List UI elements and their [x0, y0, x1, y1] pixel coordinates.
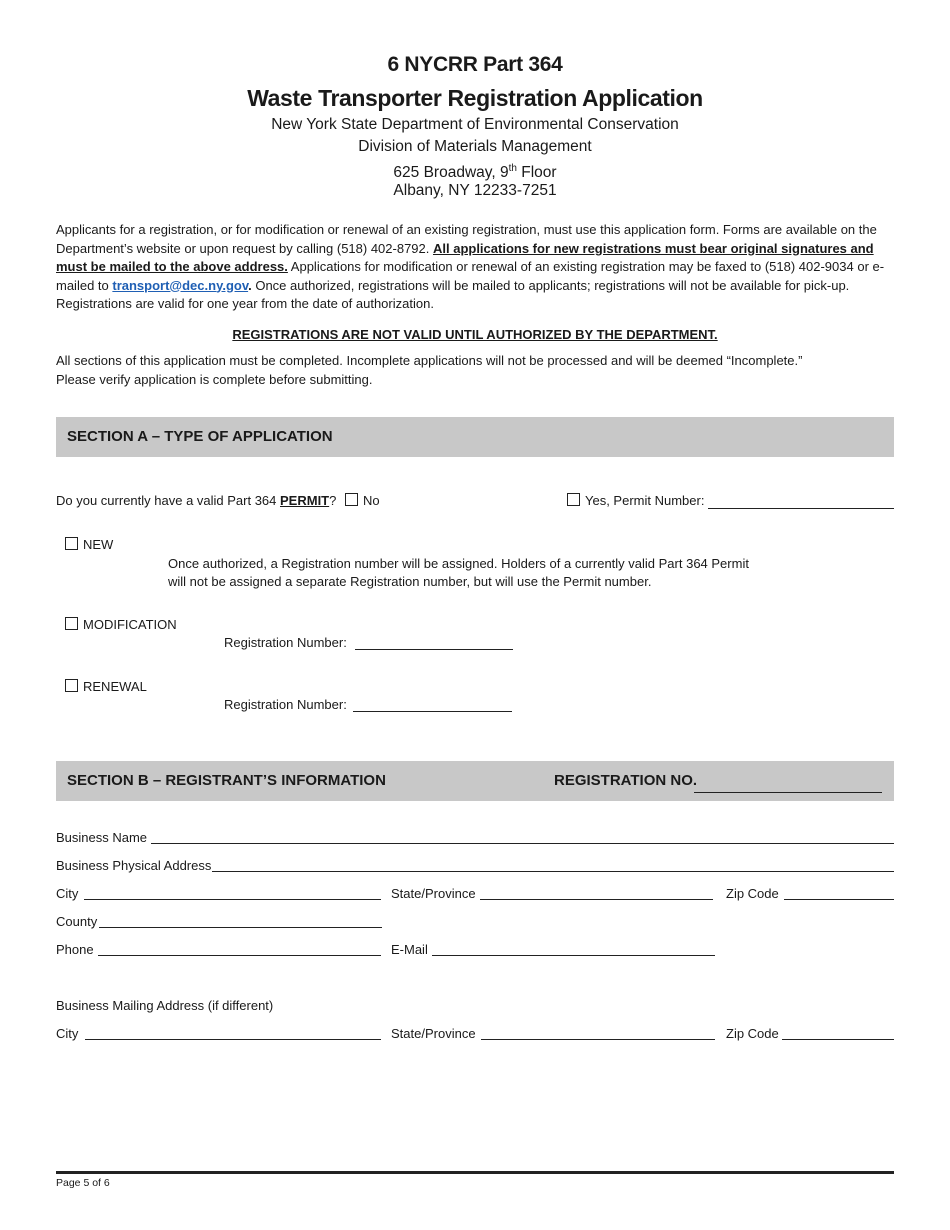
intro-text-e: Once authorized, registrations will be mailed to applicants; registrations will not be available for pick-up. Registrations are valid for one year from the date of authorization.	[56, 277, 850, 311]
registration-no-label: REGISTRATION NO.	[554, 772, 698, 789]
form-title: Waste Transporter Registration Application	[247, 85, 703, 111]
mailing-city-field[interactable]	[85, 1039, 381, 1040]
phone-label: Phone	[56, 942, 94, 957]
completion-text: All sections of this application must be completed. Incomplete applications will not be processed and will be deemed “Incomplete.”	[56, 353, 803, 368]
renewal-option	[65, 679, 147, 694]
county-label: County	[56, 914, 98, 929]
city-line: Albany, NY 12233-7251	[393, 182, 557, 199]
intro-paragraph	[56, 221, 894, 314]
street-address-post: Floor	[516, 164, 557, 182]
permit-no-checkbox[interactable]	[345, 493, 358, 506]
completion-paragraph	[56, 352, 894, 389]
new-description-line-2: will not be assigned a separate Registration number, but will use the Permit number.	[168, 574, 652, 589]
modification-option	[65, 617, 177, 632]
regulation-heading: 6 NYCRR Part 364	[387, 53, 563, 76]
notice-text: REGISTRATIONS ARE NOT VALID UNTIL AUTHORIZED BY THE DEPARTMENT.	[232, 327, 718, 342]
renewal-reg-field[interactable]	[353, 711, 512, 712]
mailing-city-label: City	[56, 1026, 79, 1041]
email-label: E-Mail	[391, 942, 428, 957]
section-a-title: SECTION A – TYPE OF APPLICATION	[67, 428, 333, 445]
new-label: NEW	[83, 537, 114, 552]
intro-text-bold: All applications for new registrations must bear original signatures and must be mailed to the above address.	[56, 240, 874, 274]
verify-text: Please verify application is complete before submitting.	[56, 371, 373, 387]
city-label: City	[56, 886, 79, 901]
mailing-zip-field[interactable]	[782, 1039, 894, 1040]
permit-yes-label: Yes, Permit Number:	[585, 493, 705, 508]
phone-field[interactable]	[98, 955, 381, 956]
agency-name: New York State Department of Environmental Conservation	[271, 116, 679, 133]
authorization-notice	[0, 327, 950, 342]
email-field[interactable]	[432, 955, 715, 956]
renewal-reg-label: Registration Number:	[224, 697, 347, 712]
modification-reg-field[interactable]	[355, 649, 513, 650]
business-name-field[interactable]	[151, 843, 894, 844]
business-name-label: Business Name	[56, 830, 148, 845]
new-checkbox[interactable]	[65, 537, 78, 550]
street-address-pre: 625 Broadway, 9	[393, 164, 509, 182]
mailing-state-label: State/Province	[391, 1026, 476, 1041]
renewal-label: RENEWAL	[83, 679, 147, 694]
new-description-line-1: Once authorized, a Registration number will be assigned. Holders of a currently valid Part 364 Permit	[168, 556, 749, 571]
modification-label: MODIFICATION	[83, 617, 177, 632]
intro-text-a: Applicants for a registration, or for modification or renewal of an existing registration, must use this application form. Forms are available on the Department’s website or upon request by calling (518) 402-8792.	[56, 222, 877, 256]
section-a-header	[56, 417, 894, 457]
mailing-address-heading: Business Mailing Address (if different)	[56, 998, 274, 1013]
mailing-state-field[interactable]	[481, 1039, 715, 1040]
permit-question	[56, 493, 380, 508]
section-b-header	[56, 761, 894, 801]
email-link[interactable]: transport@dec.ny.gov	[112, 277, 249, 293]
intro-text-c: Applications for modification or renewal of an existing registration may be faxed to (518) 402-9034 or e-mailed to	[56, 259, 885, 293]
permit-question-post: ?	[329, 493, 337, 508]
new-description	[168, 555, 749, 591]
zip-label: Zip Code	[726, 886, 779, 901]
business-address-field[interactable]	[212, 871, 894, 872]
footer-rule	[56, 1171, 894, 1174]
renewal-checkbox[interactable]	[65, 679, 78, 692]
permit-question-pre: Do you currently have a valid Part 364	[56, 493, 281, 508]
modification-reg-label: Registration Number:	[224, 635, 347, 650]
division-name: Division of Materials Management	[358, 138, 592, 155]
street-address-sup: th	[508, 163, 517, 174]
mailing-zip-label: Zip Code	[726, 1026, 779, 1041]
business-address-label: Business Physical Address	[56, 858, 212, 873]
city-field[interactable]	[84, 899, 381, 900]
state-field[interactable]	[480, 899, 713, 900]
modification-checkbox[interactable]	[65, 617, 78, 630]
permit-number-field[interactable]	[708, 508, 894, 509]
permit-yes-checkbox[interactable]	[567, 493, 580, 506]
state-label: State/Province	[391, 886, 476, 901]
new-option	[65, 537, 113, 552]
page-number: Page 5 of 6	[56, 1177, 110, 1189]
section-b-title: SECTION B – REGISTRANT’S INFORMATION	[67, 772, 386, 789]
permit-yes-group	[567, 493, 704, 508]
county-field[interactable]	[99, 927, 382, 928]
permit-no-label: No	[363, 493, 380, 508]
permit-question-bold: PERMIT	[280, 493, 330, 508]
zip-field[interactable]	[784, 899, 894, 900]
intro-text-d: .	[248, 277, 252, 293]
registration-no-field[interactable]	[694, 792, 882, 793]
